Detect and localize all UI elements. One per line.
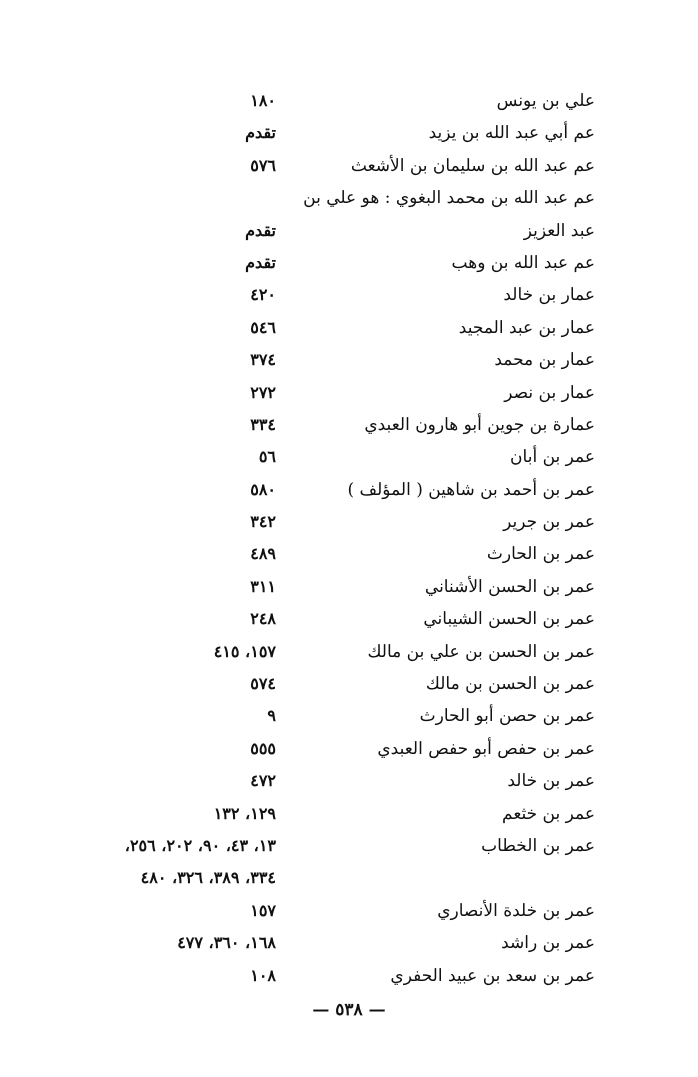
entry-pages: ٣٣٤ — [250, 414, 276, 434]
entry-name: عمار بن محمد — [494, 350, 595, 371]
entry-name: عم عبد الله بن سليمان بن الأشعث — [350, 155, 595, 176]
entry-name: عمر بن الخطاب — [481, 835, 595, 856]
entry-pages: ٣١١ — [250, 576, 276, 596]
entry-name: عم عبد الله بن محمد البغوي : هو علي بن — [303, 188, 595, 209]
entry-pages: تقدم — [245, 123, 276, 143]
entry-name: عمر بن جرير — [503, 512, 595, 533]
index-entry — [0, 118, 698, 150]
entry-name: علي بن يونس — [496, 91, 595, 111]
index-entry — [0, 539, 698, 571]
entry-name: عبد العزيز — [523, 220, 595, 241]
index-entry — [0, 475, 698, 507]
entry-pages: ٤٧٢ — [250, 771, 276, 791]
entry-pages: ٤٢٠ — [250, 285, 276, 305]
index-entry — [0, 637, 698, 669]
entry-pages: ١٥٧، ٤١٥ — [213, 641, 276, 661]
index-entry — [0, 896, 698, 928]
index-entry — [0, 766, 698, 798]
index-entry — [0, 799, 698, 831]
index-entry — [0, 151, 698, 183]
entry-name: عمر بن خثعم — [502, 803, 595, 824]
entry-pages: ٣٤٢ — [250, 512, 276, 532]
entry-name: عمر بن الحارث — [486, 544, 595, 565]
entry-name: عمر بن أبان — [510, 447, 595, 468]
page-number: — ٥٣٨ — — [312, 1000, 386, 1020]
entry-pages: تقدم — [245, 220, 276, 240]
entry-pages: ٩ — [267, 706, 276, 726]
index-entry — [0, 248, 698, 280]
index-entry — [0, 442, 698, 474]
entry-name: عمر بن سعد بن عبيد الحفري — [390, 965, 595, 986]
entry-pages: ١٠٨ — [250, 965, 276, 985]
index-entry — [0, 863, 698, 895]
entry-name: عمر بن الحسن بن علي بن مالك — [367, 641, 595, 662]
index-entry — [0, 604, 698, 636]
index-entry — [0, 507, 698, 539]
index-entry — [0, 378, 698, 410]
entry-pages: ١٨٠ — [250, 91, 276, 110]
index-entry — [0, 183, 698, 215]
entry-pages: ٥٧٦ — [250, 155, 276, 175]
entry-pages: ١٦٨، ٣٦٠، ٤٧٧ — [177, 933, 276, 953]
entry-pages: ٢٤٨ — [250, 609, 276, 629]
entry-name: عمر بن خلدة الأنصاري — [437, 900, 595, 921]
index-entry — [0, 701, 698, 733]
entry-name: عمر بن حصن أبو الحارث — [419, 706, 595, 727]
entry-name: عمر بن خالد — [507, 771, 595, 792]
index-entry — [0, 280, 698, 312]
index-entry — [0, 345, 698, 377]
index-entry — [0, 928, 698, 960]
entry-pages: ٣٧٤ — [250, 350, 276, 370]
index-entry — [0, 313, 698, 345]
index-entry — [0, 734, 698, 766]
entry-pages: ٤٨٩ — [250, 544, 276, 564]
entry-pages: ٣٣٤، ٣٨٩، ٣٢٦، ٤٨٠ — [140, 868, 276, 888]
index-entry — [0, 669, 698, 701]
entry-pages: ١٥٧ — [250, 900, 276, 920]
entry-pages: ١٢٩، ١٣٢ — [213, 803, 276, 823]
index-entry — [0, 216, 698, 248]
entry-pages: ٥٧٤ — [250, 674, 276, 694]
index-entry — [0, 410, 698, 442]
entry-name: عمار بن عبد المجيد — [458, 317, 595, 338]
index-entry — [0, 572, 698, 604]
entry-name: عمر بن راشد — [501, 933, 595, 954]
entry-pages: ٥٤٦ — [250, 317, 276, 337]
entry-pages: ٥٦ — [258, 447, 276, 467]
entry-name: عمر بن حفص أبو حفص العبدي — [377, 738, 595, 759]
index-entry — [0, 86, 698, 118]
index-entry — [0, 831, 698, 863]
index-entry — [0, 961, 698, 993]
entry-pages: ٢٧٢ — [250, 382, 276, 402]
entry-pages: تقدم — [245, 252, 276, 272]
index-entries — [0, 86, 698, 993]
entry-name: عم عبد الله بن وهب — [451, 252, 595, 273]
entry-pages: ٥٨٠ — [250, 479, 276, 499]
entry-name: عمار بن خالد — [503, 285, 595, 306]
entry-pages: ١٣، ٤٣، ٩٠، ٢٠٢، ٢٥٦، — [124, 835, 276, 855]
entry-name: عمر بن الحسن الشيباني — [423, 609, 595, 630]
entry-name: عمارة بن جوين أبو هارون العبدي — [364, 414, 595, 435]
entry-name: عمر بن الحسن الأشناني — [424, 576, 595, 597]
entry-name: عمار بن نصر — [504, 382, 595, 403]
entry-pages: ٥٥٥ — [250, 738, 276, 758]
entry-name: عمر بن الحسن بن مالك — [425, 674, 595, 695]
entry-name: عم أبي عبد الله بن يزيد — [428, 123, 595, 144]
entry-name: عمر بن أحمد بن شاهين ( المؤلف ) — [347, 479, 595, 500]
